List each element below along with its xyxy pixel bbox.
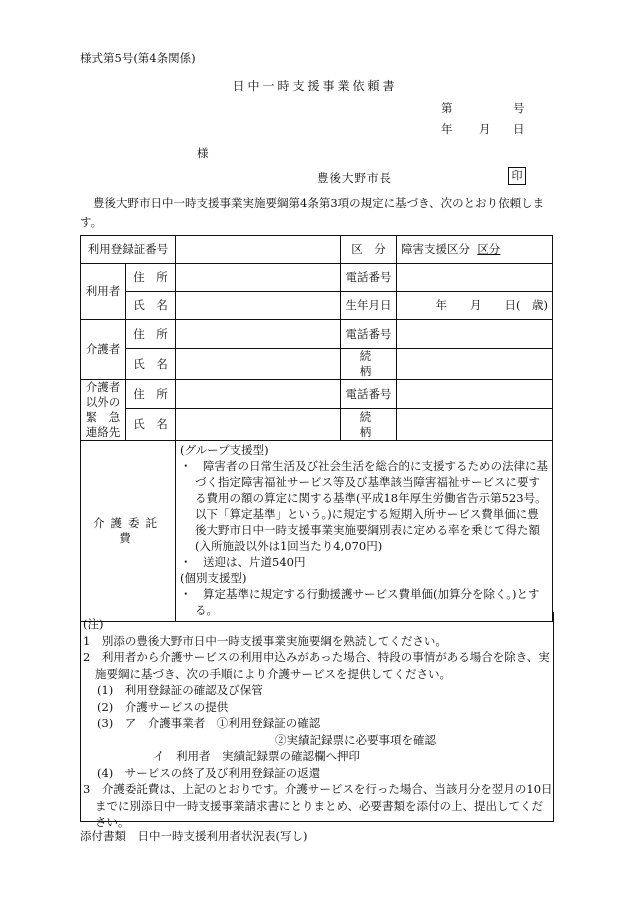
intro-paragraph: 豊後大野市日中一時支援事業実施要綱第4条第3項の規定に基づき、次のとおり依頼します。 <box>80 196 545 229</box>
notes-box <box>80 612 554 829</box>
emergency-relation-label: 続 柄 <box>341 409 397 441</box>
caregiver-address-field[interactable] <box>176 320 341 349</box>
form-number: 様式第5号(第4条関係) <box>80 51 196 65</box>
emergency-label-line3: 緊 急 <box>85 410 121 424</box>
emergency-address-field[interactable] <box>176 380 341 409</box>
note-step-1: (1) 利用登録証の確認及び保管 <box>97 683 263 697</box>
caregiver-address-label: 住 所 <box>126 320 176 349</box>
attachment-line: 添付書類 日中一時支援利用者状況表(写し) <box>80 829 308 843</box>
note-3: 3 介護委託費は、上記のとおりです。介護サービスを行った場合、当該月分を翌月の10日までに別添日中一時支援事業請求書にとりまとめ、必要書類を添付の上、提出してください。 <box>83 782 553 829</box>
note-step-3b: ②実績記録票に必要事項を確認 <box>275 732 436 747</box>
doc-number-prefix: 第 <box>441 101 453 115</box>
emergency-phone-field[interactable] <box>397 380 553 409</box>
note-step-4: (4) サービスの終了及び利用登録証の返還 <box>97 765 321 780</box>
caregiver-name-field[interactable] <box>176 349 341 380</box>
note-step-3c: イ 利用者 実績記録票の確認欄へ押印 <box>153 749 360 763</box>
birthdate-field[interactable]: 年 月 日( 歳) <box>397 292 553 320</box>
caregiver-phone-field[interactable] <box>397 320 553 349</box>
fee-individual-text: ・ 算定基準に規定する行動援護サービス費単価(加算分を除く。)とする。 <box>180 587 540 617</box>
caregiver-phone-label: 電話番号 <box>341 320 397 349</box>
emergency-label-line2: 以外の <box>85 395 121 409</box>
reg-no-label: 利用登録証番号 <box>81 236 176 264</box>
kubun-field[interactable] <box>397 236 553 264</box>
kubun-value: 障害支援区分 <box>401 242 470 256</box>
kubun-select[interactable]: 区分 <box>477 242 501 256</box>
note-step-3: (3) ア 介護事業者 ①利用登録証の確認 <box>97 716 321 730</box>
note-step-2: (2) 介護サービスの提供 <box>97 699 229 714</box>
user-label: 利用者 <box>81 264 126 320</box>
fee-label: 介護委託費 <box>81 441 176 622</box>
user-phone-field[interactable] <box>397 264 553 292</box>
emergency-name-field[interactable] <box>176 409 341 441</box>
emergency-label <box>81 380 126 441</box>
note-2: 2 利用者から介護サービスの利用申込みがあった場合、特段の事情がある場合を除き、実施要綱に基づき、次の手順により介護サービスを提供してください。 <box>83 650 550 681</box>
emergency-label-line4: 連絡先 <box>85 425 121 439</box>
emergency-address-label: 住 所 <box>126 380 176 409</box>
emergency-relation-field[interactable] <box>397 409 553 441</box>
date-month: 月 <box>479 122 491 136</box>
user-name-field[interactable] <box>176 292 341 320</box>
page-title: 日中一時支援事業依頼書 <box>232 79 398 93</box>
user-phone-label: 電話番号 <box>341 264 397 292</box>
emergency-phone-label: 電話番号 <box>341 380 397 409</box>
reg-no-field[interactable] <box>176 236 341 264</box>
fee-transport: ・ 送迎は、片道540円 <box>180 555 306 569</box>
fee-group-heading: (グループ支援型) <box>180 443 269 457</box>
notes-heading: (注) <box>83 617 104 631</box>
user-address-field[interactable] <box>176 264 341 292</box>
caregiver-name-label: 氏 名 <box>126 349 176 380</box>
request-form-table <box>80 235 553 622</box>
kubun-label: 区 分 <box>341 236 397 264</box>
emergency-name-label: 氏 名 <box>126 409 176 441</box>
fee-individual-heading: (個別支援型) <box>180 571 247 585</box>
date-day: 日 <box>513 122 525 136</box>
user-name-label: 氏 名 <box>126 292 176 320</box>
doc-number-suffix: 号 <box>513 101 525 115</box>
caregiver-relation-field[interactable] <box>397 349 553 380</box>
fee-description <box>176 441 553 622</box>
seal-mark: 印 <box>508 167 526 185</box>
note-1: 1 別添の豊後大野市日中一時支援事業実施要綱を熟読してください。 <box>83 633 447 648</box>
birthdate-label: 生年月日 <box>341 292 397 320</box>
issuer-name: 豊後大野市長 <box>317 171 392 185</box>
fee-group-text: ・ 障害者の日常生活及び社会生活を総合的に支援するための法律に基づく指定障害福祉サービス等及び基準該当障害福祉サービスに要する費用の額の算定に関する基準(平成18年厚生労働省告示第523号。以下「算定基準」という。)に規定する短期入所サービス費単価に豊後大野市日中一時支援事業実施要綱別表に定める率を乗じて得た額(入所施設以外は1回当たり4,070円) <box>180 459 548 553</box>
addressee-honorific: 様 <box>197 146 209 160</box>
caregiver-relation-label: 続 柄 <box>341 349 397 380</box>
emergency-label-line1: 介護者 <box>85 380 121 394</box>
caregiver-label: 介護者 <box>81 320 126 380</box>
date-year: 年 <box>441 122 453 136</box>
user-address-label: 住 所 <box>126 264 176 292</box>
